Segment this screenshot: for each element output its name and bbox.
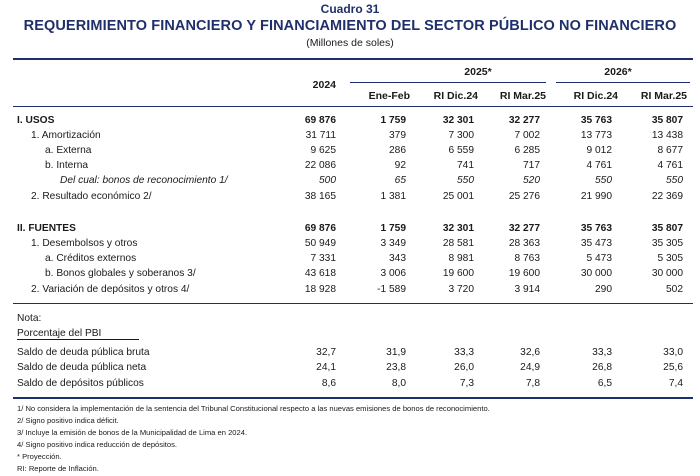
cell: 1 759: [380, 115, 406, 126]
cell: 1 759: [380, 223, 406, 234]
cell: 32 301: [442, 223, 474, 234]
row-label: 1. Desembolsos y otros: [31, 238, 138, 249]
cell: 28 581: [442, 238, 474, 249]
row-label: b. Interna: [45, 160, 89, 171]
cell: 30 000: [580, 268, 612, 279]
cell: 3 349: [380, 238, 406, 249]
section-rule: [13, 303, 693, 304]
cell: 26,8: [592, 362, 612, 373]
rule-2025: [350, 82, 546, 83]
table-row: [0, 115, 700, 128]
row-label: Saldo de depósitos públicos: [17, 378, 144, 389]
row-label: II. FUENTES: [17, 223, 76, 234]
header-col-ene-feb: Ene-Feb: [368, 90, 410, 102]
cell: 520: [523, 175, 540, 186]
cell: 35 807: [651, 115, 683, 126]
header-2026: 2026*: [604, 66, 632, 78]
cell: 343: [389, 253, 406, 264]
cell: 22 086: [304, 160, 336, 171]
table-row: [0, 284, 700, 297]
cell: 4 761: [586, 160, 612, 171]
cell: 550: [595, 175, 612, 186]
cell: 25 001: [442, 191, 474, 202]
cell: 6,5: [597, 378, 612, 389]
table-row: [0, 362, 700, 375]
cell: 7,3: [459, 378, 474, 389]
cell: 31 711: [305, 130, 336, 141]
cell: 23,8: [386, 362, 406, 373]
cell: 3 914: [514, 284, 540, 295]
table-number: Cuadro 31: [320, 2, 380, 16]
note-subtitle-underline: [17, 339, 139, 340]
cell: 33,3: [454, 347, 474, 358]
cell: -1 589: [377, 284, 406, 295]
cell: 717: [523, 160, 540, 171]
cell: 550: [666, 175, 683, 186]
cell: 21 990: [580, 191, 612, 202]
cell: 50 949: [304, 238, 336, 249]
footnote-ri: RI: Reporte de Inflación.: [17, 464, 99, 473]
row-label: a. Créditos externos: [45, 253, 137, 264]
table-row: [0, 160, 700, 173]
row-label: 1. Amortización: [31, 130, 101, 141]
cell: 7,4: [668, 378, 683, 389]
cell: 28 363: [508, 238, 540, 249]
table-row: [0, 130, 700, 143]
cell: 7 002: [514, 130, 540, 141]
cell: 6 559: [448, 145, 474, 156]
row-label: 2. Variación de depósitos y otros 4/: [31, 284, 190, 295]
cell: 24,9: [520, 362, 540, 373]
header-col-ri-dic24-2025: RI Dic.24: [433, 90, 478, 102]
cell: 18 928: [304, 284, 336, 295]
cell: 22 369: [651, 191, 683, 202]
table-row: [0, 268, 700, 281]
cell: 13 773: [580, 130, 612, 141]
table-title: REQUERIMIENTO FINANCIERO Y FINANCIAMIENTO DEL SECTOR PÚBLICO NO FINANCIERO: [23, 18, 677, 34]
cell: 69 876: [304, 223, 336, 234]
cell: 33,3: [592, 347, 612, 358]
cell: 8,6: [321, 378, 336, 389]
cell: 35 305: [651, 238, 683, 249]
row-label: a. Externa: [45, 145, 92, 156]
cell: 3 720: [448, 284, 474, 295]
cell: 69 876: [304, 115, 336, 126]
table-row: [0, 253, 700, 266]
rule-2026: [556, 82, 690, 83]
table-row: [0, 223, 700, 236]
row-label: Saldo de deuda pública bruta: [17, 347, 150, 358]
cell: 741: [457, 160, 474, 171]
bottom-rule: [13, 397, 693, 399]
cell: 35 473: [580, 238, 612, 249]
table-row: [0, 378, 700, 391]
cell: 8 981: [448, 253, 474, 264]
cell: 32 277: [508, 223, 540, 234]
cell: 32 277: [508, 115, 540, 126]
cell: 31,9: [386, 347, 406, 358]
cell: 35 763: [580, 115, 612, 126]
row-label: Del cual: bonos de reconocimiento 1/: [60, 175, 228, 186]
header-col-ri-dic24-2026: RI Dic.24: [573, 90, 618, 102]
cell: 13 438: [651, 130, 683, 141]
cell: 19 600: [442, 268, 474, 279]
cell: 7 331: [310, 253, 336, 264]
cell: 7 300: [448, 130, 474, 141]
row-label: Saldo de deuda pública neta: [17, 362, 147, 373]
cell: 24,1: [316, 362, 336, 373]
cell: 4 761: [657, 160, 683, 171]
cell: 32 301: [442, 115, 474, 126]
cell: 92: [394, 160, 406, 171]
cell: 7,8: [525, 378, 540, 389]
cell: 3 006: [380, 268, 406, 279]
cell: 8,0: [391, 378, 406, 389]
cell: 290: [595, 284, 612, 295]
cell: 43 618: [304, 268, 336, 279]
cell: 38 165: [304, 191, 336, 202]
table-row: [0, 347, 700, 360]
cell: 5 305: [657, 253, 683, 264]
top-rule: [13, 58, 693, 60]
cell: 9 012: [586, 145, 612, 156]
cell: 286: [389, 145, 406, 156]
cell: 33,0: [663, 347, 683, 358]
cell: 30 000: [651, 268, 683, 279]
row-label: I. USOS: [17, 115, 55, 126]
note-subtitle: Porcentaje del PBI: [17, 328, 102, 339]
table-row: [0, 191, 700, 204]
cell: 6 285: [514, 145, 540, 156]
table-subtitle: (Millones de soles): [306, 37, 394, 49]
cell: 1 381: [380, 191, 406, 202]
footnote-1: 1/ No considera la implementación de la sentencia del Tribunal Constitucional respecto a las nuevas emisiones de bonos de reconocimiento.: [17, 404, 490, 413]
cell: 35 763: [580, 223, 612, 234]
table-row: [0, 238, 700, 251]
header-col-ri-mar25-2025: RI Mar.25: [499, 90, 546, 102]
footnote-projection: * Proyección.: [17, 452, 62, 461]
cell: 32,6: [520, 347, 540, 358]
cell: 500: [319, 175, 336, 186]
header-2025: 2025*: [464, 66, 492, 78]
cell: 25 276: [508, 191, 540, 202]
cell: 35 807: [651, 223, 683, 234]
table-row: [0, 175, 700, 188]
table-row: [0, 145, 700, 158]
cell: 8 763: [514, 253, 540, 264]
cell: 550: [457, 175, 474, 186]
cell: 26,0: [454, 362, 474, 373]
row-label: 2. Resultado económico 2/: [31, 191, 152, 202]
note-title: Nota:: [17, 313, 42, 324]
footnote-2: 2/ Signo positivo indica déficit.: [17, 416, 119, 425]
footnote-4: 4/ Signo positivo indica reducción de depósitos.: [17, 440, 177, 449]
cell: 25,6: [663, 362, 683, 373]
cell: 32,7: [316, 347, 336, 358]
cell: 19 600: [508, 268, 540, 279]
header-rule: [13, 106, 693, 107]
header-col-ri-mar25-2026: RI Mar.25: [640, 90, 687, 102]
cell: 9 625: [310, 145, 336, 156]
cell: 8 677: [657, 145, 683, 156]
header-2024: 2024: [312, 79, 336, 91]
footnote-3: 3/ Incluye la emisión de bonos de la Municipalidad de Lima en 2024.: [17, 428, 248, 437]
cell: 5 473: [586, 253, 612, 264]
cell: 502: [666, 284, 683, 295]
cell: 379: [389, 130, 406, 141]
cell: 65: [394, 175, 406, 186]
row-label: b. Bonos globales y soberanos 3/: [45, 268, 196, 279]
